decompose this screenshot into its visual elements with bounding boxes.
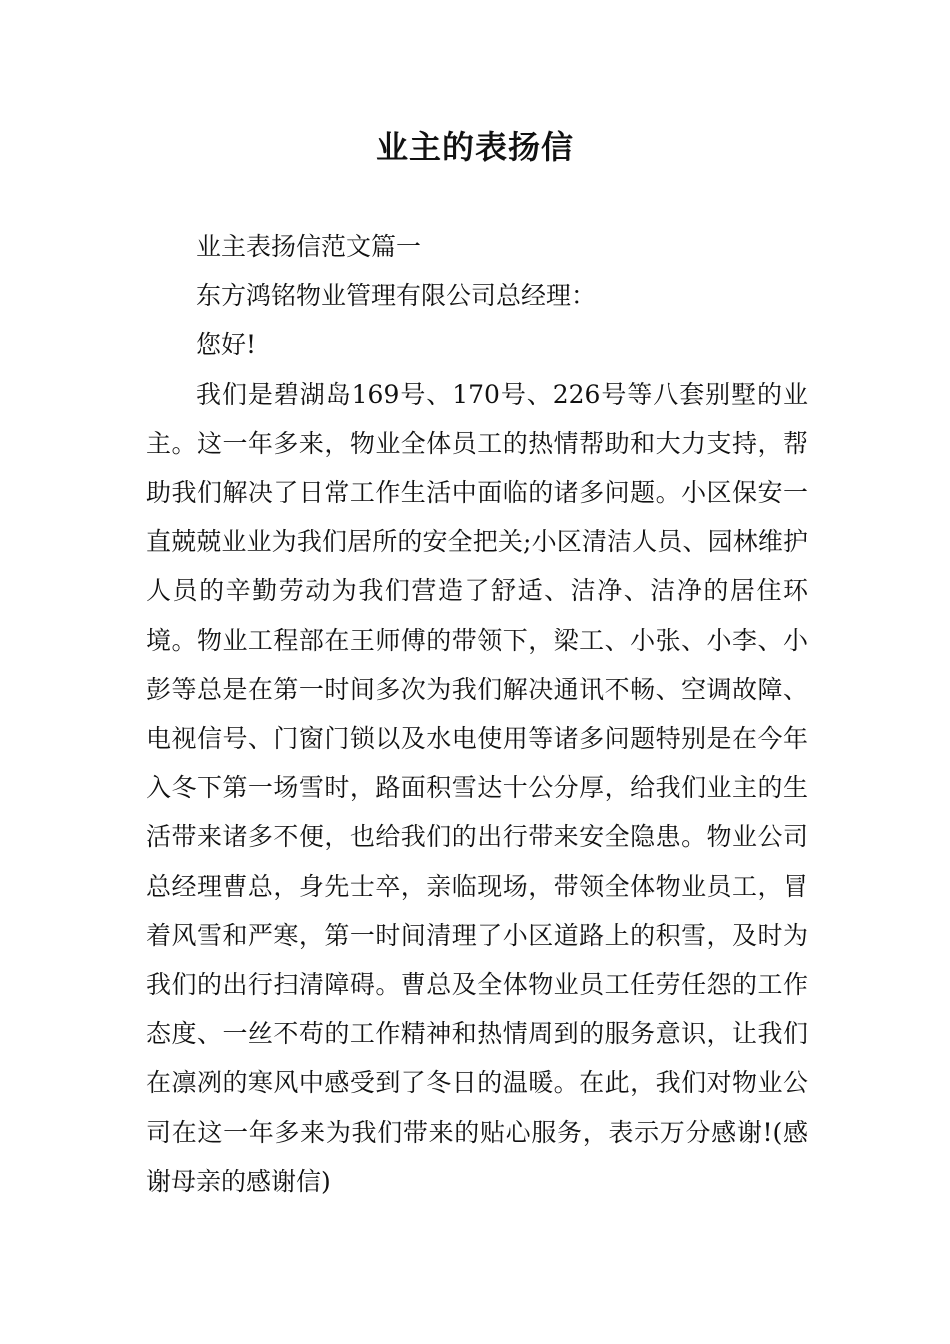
salutation-line: 东方鸿铭物业管理有限公司总经理：: [196, 281, 597, 311]
body-paragraph: 我们是碧湖岛169号、170号、226号等八套别墅的业主。这一年多来，物业全体员工的热情帮助和大力支持，帮助我们解决了日常工作生活中面临的诸多问题。小区保安一直兢兢业业为我们居所的安全把关;小区清洁人员、园林维护人员的辛勤劳动为我们营造了舒适、洁净、洁净的居住环境。物业工程部在王师傅的带领下，梁工、小张、小李、小彭等总是在第一时间多次为我们解决通讯不畅、空调故障、电视信号、门窗门锁以及水电使用等诸多问题特别是在今年入冬下第一场雪时，路面积雪达十公分厚，给我们业主的生活带来诸多不便，也给我们的出行带来安全隐患。物业公司总经理曹总，身先士卒，亲临现场，带领全体物业员工，冒着风雪和严寒，第一时间清理了小区道路上的积雪，及时为我们的出行扫清障碍。曹总及全体物业员工任劳任怨的工作态度、一丝不苟的工作精神和热情周到的服务意识，让我们在凛冽的寒风中感受到了冬日的温暖。在此，我们对物业公司在这一年多来为我们带来的贴心服务，表示万分感谢!(感谢母亲的感谢信): [146, 379, 808, 1196]
document-title: 业主的表扬信: [375, 128, 574, 166]
section-heading: 业主表扬信范文篇一: [196, 232, 422, 261]
greeting-line: 您好!: [196, 330, 257, 360]
document-body: [146, 222, 808, 1206]
